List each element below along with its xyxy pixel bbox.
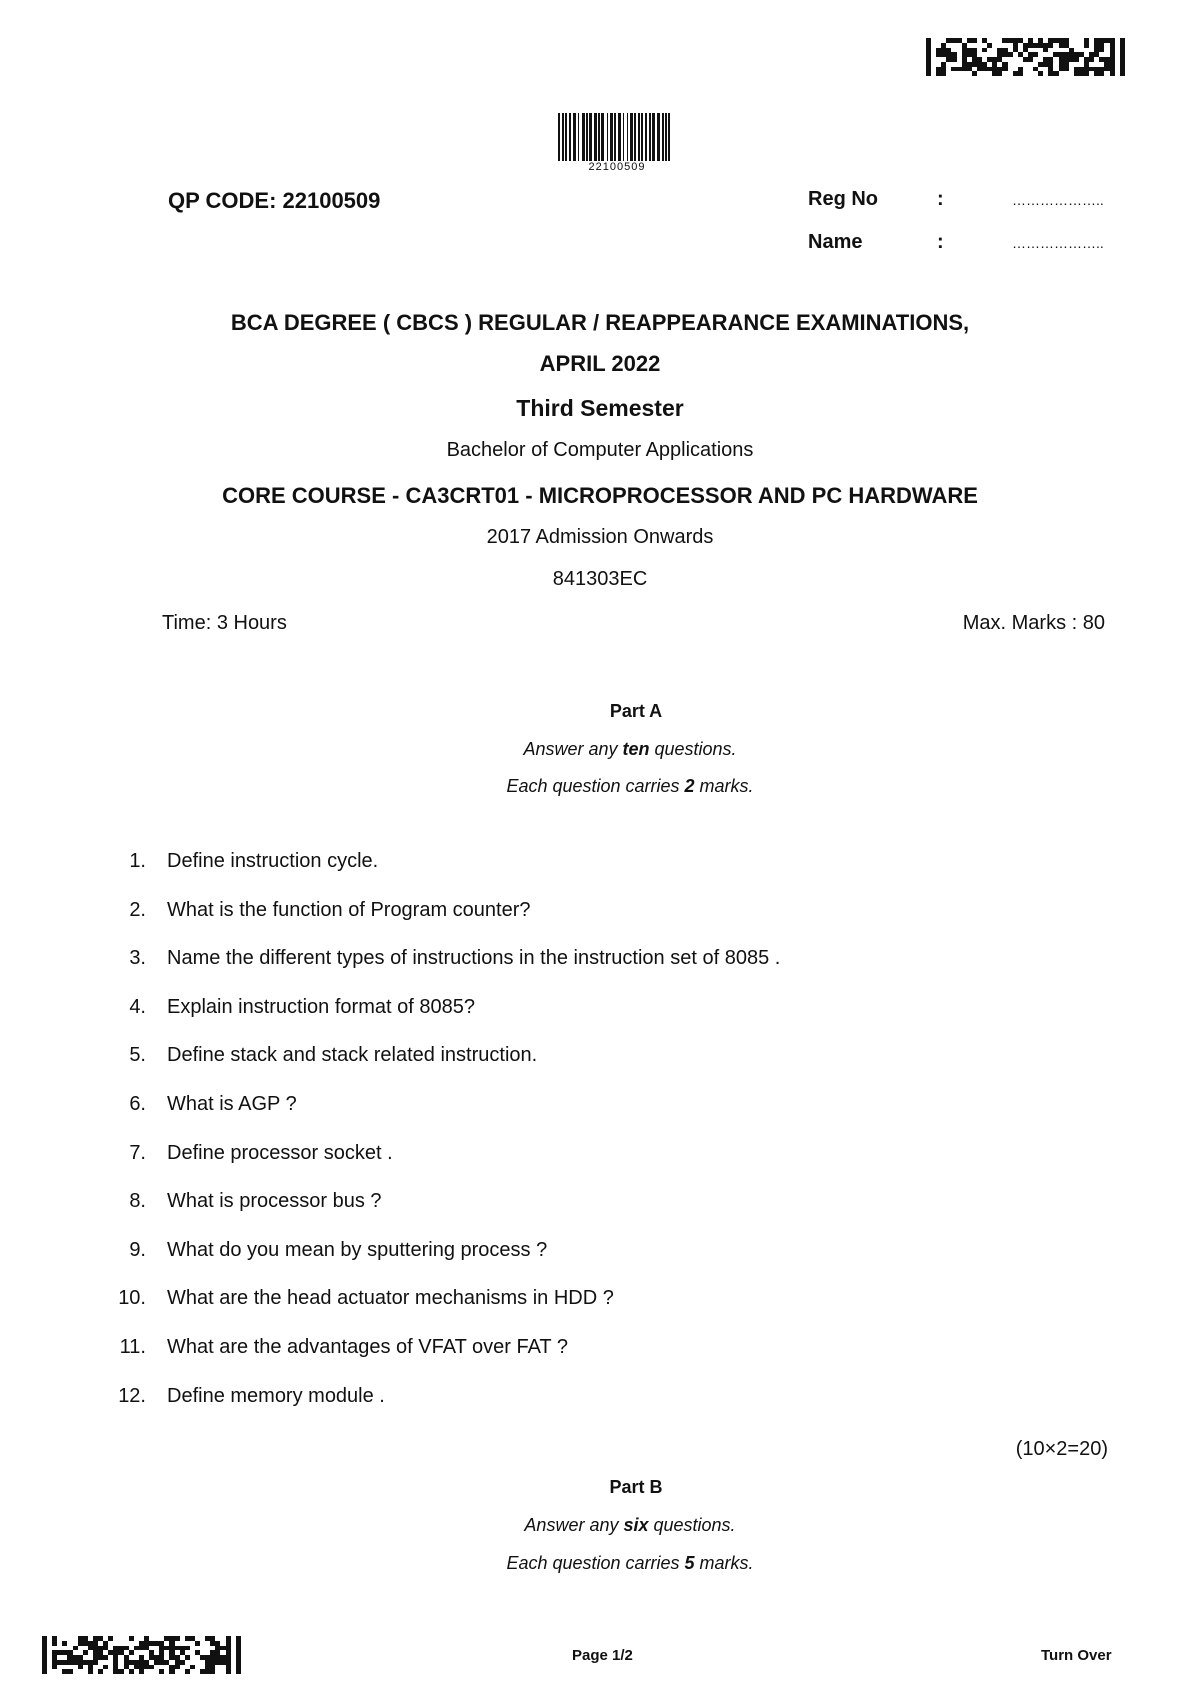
- barcode-bar: [598, 113, 600, 161]
- time-duration: Time: 3 Hours: [162, 612, 287, 634]
- instr-text: Answer any: [524, 1515, 624, 1535]
- barcode-bar: [594, 113, 597, 161]
- admission: 2017 Admission Onwards: [486, 526, 714, 548]
- barcode-bar: [630, 113, 633, 161]
- question-text: What are the head actuator mechanisms in HDD ?: [167, 1287, 614, 1310]
- barcode-bar: [665, 113, 667, 161]
- instr-emphasis: 5: [684, 1553, 695, 1573]
- question-number: 10.: [118, 1287, 146, 1310]
- instr-text: marks.: [694, 776, 754, 796]
- reg-no-blank: ………………..: [1012, 192, 1104, 208]
- barcode-bar: [589, 113, 592, 161]
- part-a-title: Part A: [609, 701, 663, 721]
- instr-text: Each question carries: [506, 776, 685, 796]
- instr-text: Each question carries: [506, 1553, 685, 1573]
- instr-text: questions.: [649, 739, 737, 759]
- part-b-instruction-1: [30, 1515, 1200, 1536]
- question-text: Define instruction cycle.: [167, 850, 379, 872]
- question-text: What do you mean by sputtering process ?: [167, 1238, 548, 1261]
- question-number: 1.: [129, 850, 146, 872]
- question-number: 4.: [129, 995, 146, 1018]
- question-text: Define processor socket .: [167, 1141, 393, 1164]
- exam-title-line2: APRIL 2022: [539, 351, 661, 376]
- barcode-bar: [569, 113, 571, 161]
- question-text: What is AGP ?: [167, 1093, 297, 1115]
- instr-emphasis: ten: [622, 739, 650, 759]
- barcode-bar: [582, 113, 585, 161]
- barcode-bar: [578, 113, 580, 161]
- question-number: 9.: [129, 1238, 146, 1261]
- instr-emphasis: 2: [684, 776, 695, 796]
- top-right-barcode: [926, 38, 1130, 76]
- question-number: 6.: [129, 1093, 146, 1115]
- barcode-bar: [641, 113, 643, 161]
- reg-no-label: Reg No: [808, 188, 878, 210]
- barcode-bar: [668, 113, 670, 161]
- question-number: 8.: [129, 1190, 146, 1213]
- instr-text: Answer any: [523, 739, 623, 759]
- barcode-bar: [657, 113, 660, 161]
- question-number: 3.: [129, 947, 146, 970]
- page-number: Page 1/2: [572, 1647, 633, 1664]
- barcode-bar: [618, 113, 621, 161]
- barcode-bar: [649, 113, 651, 161]
- part-a-instruction-1: [30, 739, 1200, 760]
- barcode-bar: [662, 113, 664, 161]
- barcode-bar: [586, 113, 588, 161]
- turn-over: Turn Over: [1041, 1647, 1112, 1664]
- question-text: Explain instruction format of 8085?: [167, 995, 475, 1018]
- question-text: What are the advantages of VFAT over FAT ?: [167, 1336, 568, 1358]
- barcode-bar: [610, 113, 613, 161]
- question-number: 7.: [129, 1141, 146, 1164]
- question-number: 11.: [119, 1336, 146, 1358]
- programme: Bachelor of Computer Applications: [446, 439, 754, 461]
- name-blank: ………………..: [1012, 235, 1104, 251]
- name-colon: :: [937, 231, 944, 253]
- part-a-instruction-2: [30, 776, 1200, 797]
- course-title: CORE COURSE - CA3CRT01 - MICROPROCESSOR AND PC HARDWARE: [222, 483, 978, 508]
- barcode-bar: [623, 113, 625, 161]
- part-b-title: Part B: [609, 1477, 663, 1497]
- question-number: 2.: [129, 898, 146, 921]
- bottom-left-barcode: [42, 1636, 246, 1674]
- barcode-bar: [652, 113, 655, 161]
- barcode-bar: [645, 113, 647, 161]
- part-a-marks-total: (10×2=20): [1015, 1438, 1108, 1460]
- qp-code: QP CODE: 22100509: [168, 188, 381, 213]
- barcode-caption: 22100509: [588, 161, 646, 173]
- barcode-bar: [627, 113, 629, 161]
- question-number: 12.: [118, 1384, 146, 1407]
- barcode-cell: [1125, 71, 1130, 76]
- barcode-cell: [241, 1669, 246, 1674]
- question-text: Define memory module .: [167, 1384, 385, 1407]
- instr-text: questions.: [648, 1515, 736, 1535]
- barcode-bar: [614, 113, 616, 161]
- barcode-bar: [638, 113, 640, 161]
- qp-barcode: [558, 113, 676, 161]
- barcode-bar: [565, 113, 567, 161]
- barcode-bar: [601, 113, 604, 161]
- name-label: Name: [808, 231, 863, 253]
- barcode-bar: [562, 113, 564, 161]
- barcode-bar: [558, 113, 560, 161]
- question-text: What is the function of Program counter?: [167, 898, 531, 921]
- question-number: 5.: [129, 1044, 146, 1067]
- paper-code: 841303EC: [552, 568, 648, 590]
- instr-text: marks.: [694, 1553, 754, 1573]
- instr-emphasis: six: [623, 1515, 649, 1535]
- semester: Third Semester: [516, 395, 684, 421]
- barcode-bar: [634, 113, 636, 161]
- exam-title-line1: BCA DEGREE ( CBCS ) REGULAR / REAPPEARANCE EXAMINATIONS,: [230, 310, 970, 335]
- reg-no-colon: :: [937, 188, 944, 210]
- max-marks: Max. Marks : 80: [962, 612, 1105, 634]
- part-b-instruction-2: [30, 1553, 1200, 1574]
- barcode-bar: [607, 113, 609, 161]
- barcode-bar: [573, 113, 576, 161]
- question-text: Define stack and stack related instruction.: [167, 1044, 538, 1067]
- question-text: Name the different types of instructions in the instruction set of 8085 .: [167, 947, 781, 970]
- question-text: What is processor bus ?: [167, 1190, 382, 1213]
